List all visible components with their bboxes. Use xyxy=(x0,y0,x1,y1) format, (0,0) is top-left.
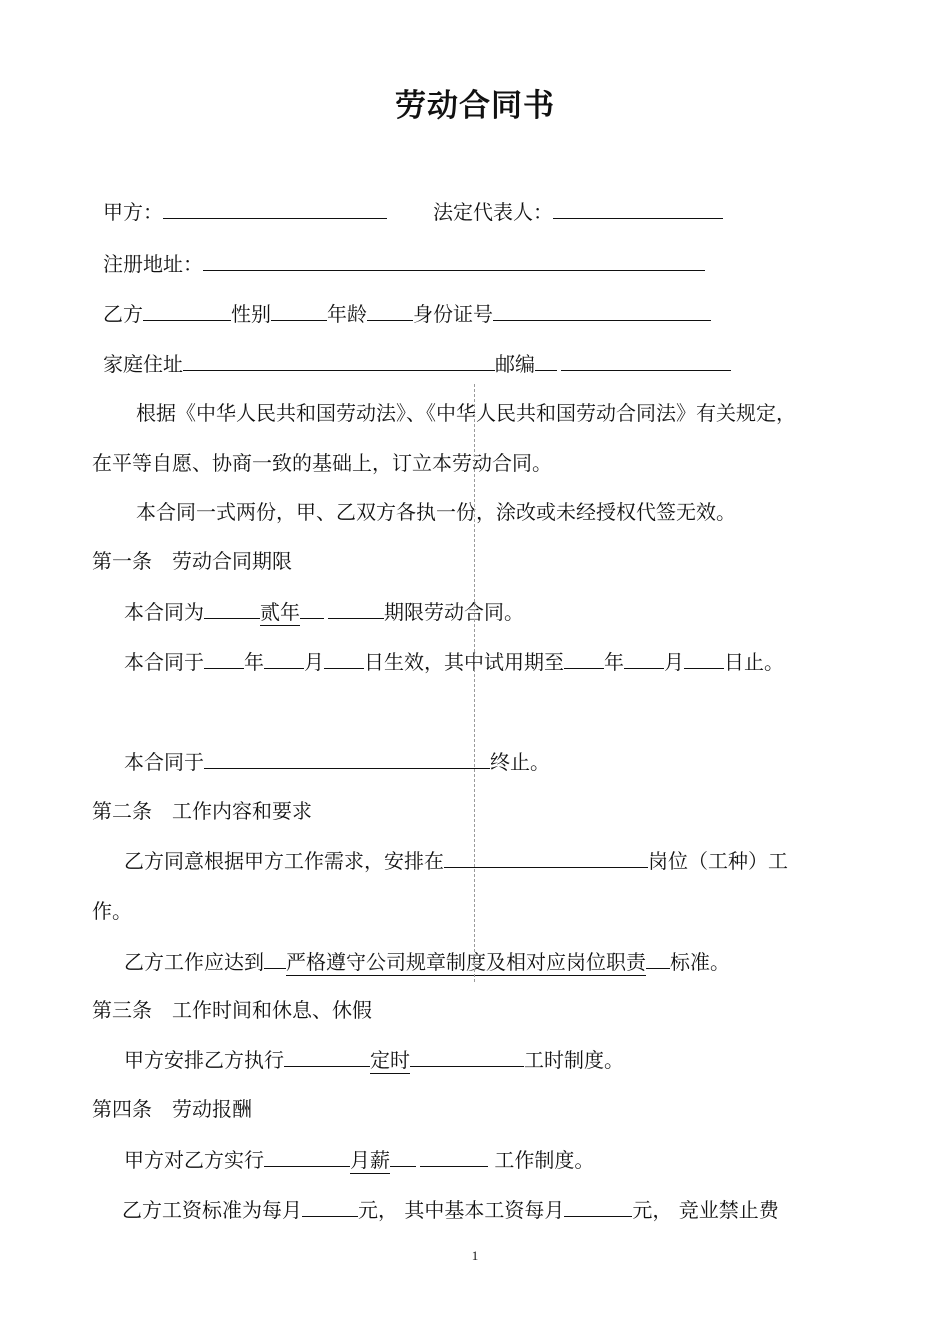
reg-address-line xyxy=(103,250,705,278)
work-hours-suffix: 工时制度。 xyxy=(524,1048,624,1072)
standard-blank-right xyxy=(646,948,670,969)
post-prefix: 乙方同意根据甲方工作需求，安排在 xyxy=(124,849,444,873)
id-blank-2 xyxy=(623,300,711,321)
work-hours-blank-right xyxy=(410,1046,524,1067)
probation-month-label: 月 xyxy=(664,650,684,674)
post-line xyxy=(124,847,788,875)
wage-prefix: 乙方工资标准为每月 xyxy=(122,1198,302,1222)
party-a-label: 甲方： xyxy=(103,200,163,224)
legal-rep-label: 法定代表人： xyxy=(433,200,553,224)
page-number: 1 xyxy=(471,1248,479,1263)
age-label: 年龄 xyxy=(327,302,367,326)
home-address-line xyxy=(103,350,731,378)
probation-year-label: 年 xyxy=(604,650,624,674)
term-suffix: 期限劳动合同。 xyxy=(384,600,524,624)
home-address-blank xyxy=(183,350,495,371)
pay-blank-left xyxy=(264,1146,350,1167)
article-1-heading: 第一条 劳动合同期限 xyxy=(92,549,292,573)
id-blank xyxy=(493,300,623,321)
contract-end-line xyxy=(124,748,550,776)
work-hours-line xyxy=(124,1046,624,1074)
pay-blank-right xyxy=(420,1146,488,1167)
pay-system-line xyxy=(124,1146,594,1174)
probation-day-blank xyxy=(684,648,724,669)
reg-address-blank-2 xyxy=(505,250,705,271)
term-prefix: 本合同为 xyxy=(124,600,204,624)
work-hours-prefix: 甲方安排乙方执行 xyxy=(124,1048,284,1072)
end-prefix: 本合同于 xyxy=(124,750,204,774)
wage-suffix: 元， 竞业禁止费 xyxy=(632,1198,779,1222)
standard-suffix: 标准。 xyxy=(670,950,730,974)
article-3-heading: 第三条 工作时间和休息、休假 xyxy=(92,998,372,1022)
start-month-blank xyxy=(264,648,304,669)
home-address-label: 家庭住址 xyxy=(103,352,183,376)
monthly-wage-blank xyxy=(302,1196,358,1217)
pay-blank-mid xyxy=(390,1146,416,1167)
post-suffix: 岗位（工种）工 xyxy=(648,849,788,873)
wage-middle: 元， 其中基本工资每月 xyxy=(358,1198,565,1222)
term-value: 贰年 xyxy=(260,600,300,624)
end-date-blank xyxy=(204,748,490,769)
start-year-blank xyxy=(204,648,244,669)
party-b-line xyxy=(103,300,711,328)
intro-paragraph-2: 本合同一式两份，甲、乙双方各执一份，涂改或未经授权代签无效。 xyxy=(136,500,736,524)
article-4-heading: 第四条 劳动报酬 xyxy=(92,1097,252,1121)
postcode-blank xyxy=(561,350,731,371)
work-hours-value: 定时 xyxy=(370,1048,410,1072)
gender-blank xyxy=(271,300,327,321)
intro-paragraph-1a: 根据《中华人民共和国劳动法》、《中华人民共和国劳动合同法》有关规定， xyxy=(136,401,796,425)
until-text: 日止。 xyxy=(724,650,784,674)
probation-month-blank xyxy=(624,648,664,669)
term-blank-right xyxy=(328,598,384,619)
standard-line xyxy=(124,948,730,976)
term-blank-mid xyxy=(300,598,324,619)
id-label: 身份证号 xyxy=(413,302,493,326)
party-b-label: 乙方 xyxy=(103,302,143,326)
gender-label: 性别 xyxy=(231,302,271,326)
contract-term-line xyxy=(124,598,524,626)
document-title: 劳动合同书 xyxy=(395,88,555,124)
start-prefix: 本合同于 xyxy=(124,650,204,674)
standard-prefix: 乙方工作应达到 xyxy=(124,950,264,974)
pay-prefix: 甲方对乙方实行 xyxy=(124,1148,264,1172)
article-2-heading: 第二条 工作内容和要求 xyxy=(92,799,312,823)
postcode-label: 邮编 xyxy=(495,352,535,376)
reg-address-blank xyxy=(203,250,505,271)
age-blank xyxy=(367,300,413,321)
effective-text: 日生效，其中试用期至 xyxy=(364,650,564,674)
fold-line xyxy=(474,384,475,982)
start-year-label: 年 xyxy=(244,650,264,674)
legal-rep-blank xyxy=(553,198,723,219)
party-b-blank xyxy=(143,300,231,321)
post-wrap: 作。 xyxy=(92,899,132,923)
reg-address-label: 注册地址： xyxy=(103,252,203,276)
standard-value: 严格遵守公司规章制度及相对应岗位职责 xyxy=(286,950,646,974)
standard-blank-left xyxy=(264,948,286,969)
start-day-blank xyxy=(324,648,364,669)
base-wage-blank xyxy=(564,1196,632,1217)
start-month-label: 月 xyxy=(304,650,324,674)
party-a-blank xyxy=(163,198,387,219)
probation-year-blank xyxy=(564,648,604,669)
intro-paragraph-1b: 在平等自愿、协商一致的基础上，订立本劳动合同。 xyxy=(92,451,552,475)
term-blank-left xyxy=(204,598,260,619)
pay-suffix: 工作制度。 xyxy=(488,1148,595,1172)
pay-value: 月薪 xyxy=(350,1148,390,1172)
party-a-line xyxy=(103,198,723,226)
end-suffix: 终止。 xyxy=(490,750,550,774)
contract-start-line xyxy=(124,648,784,676)
postcode-blank-short xyxy=(535,350,557,371)
wage-line xyxy=(122,1196,779,1224)
work-hours-blank-left xyxy=(284,1046,370,1067)
